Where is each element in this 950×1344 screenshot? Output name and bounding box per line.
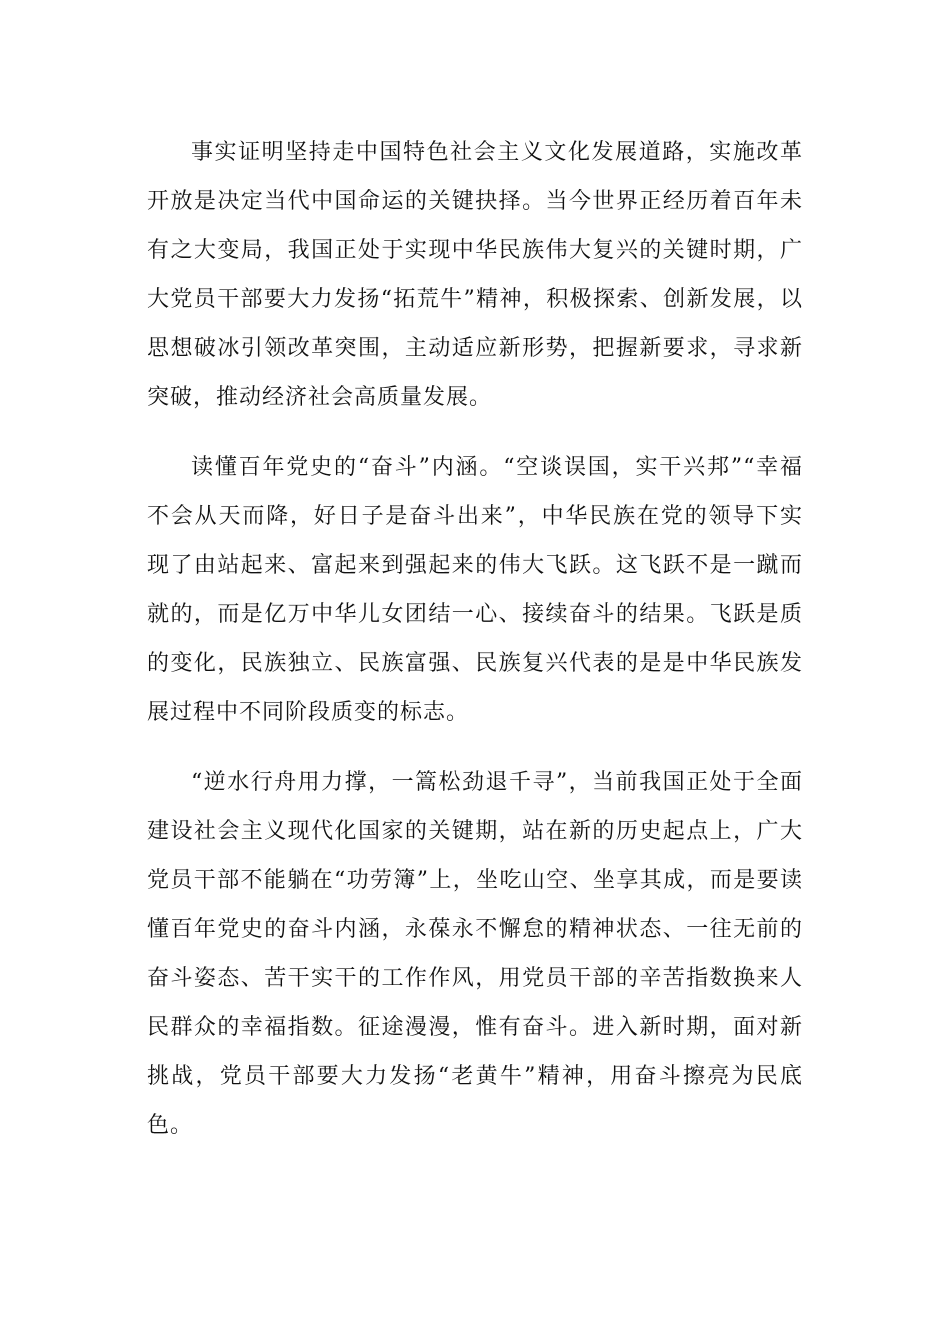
paragraph-2: 读懂百年党史的“奋斗”内涵。“空谈误国，实干兴邦”“幸福不会从天而降，好日子是奋斗出来”，中华民族在党的领导下实现了由站起来、富起来到强起来的伟大飞跃。这飞跃不是一蹴而就的，而是亿万中华儿女团结一心、接续奋斗的结果。飞跃是质的变化，民族独立、民族富强、民族复兴代表的是是中华民族发展过程中不同阶段质变的标志。 [147, 455, 803, 725]
paragraph-3: “逆水行舟用力撑，一篙松劲退千寻”，当前我国正处于全面建设社会主义现代化国家的关键期，站在新的历史起点上，广大党员干部不能躺在“功劳簿”上，坐吃山空、坐享其成，而是要读懂百年党史的奋斗内涵，永葆永不懈怠的精神状态、一往无前的奋斗姿态、苦干实干的工作作风，用党员干部的辛苦指数换来人民群众的幸福指数。征途漫漫，惟有奋斗。进入新时期，面对新挑战，党员干部要大力发扬“老黄牛”精神，用奋斗擦亮为民底色。 [147, 770, 803, 1138]
paragraph-1: 事实证明坚持走中国特色社会主义文化发展道路，实施改革开放是决定当代中国命运的关键抉择。当今世界正经历着百年未有之大变局，我国正处于实现中华民族伟大复兴的关键时期，广大党员干部要大力发扬“拓荒牛”精神，积极探索、创新发展，以思想破冰引领改革突围，主动适应新形势，把握新要求，寻求新突破，推动经济社会高质量发展。 [147, 140, 803, 410]
document-body [147, 128, 803, 1150]
